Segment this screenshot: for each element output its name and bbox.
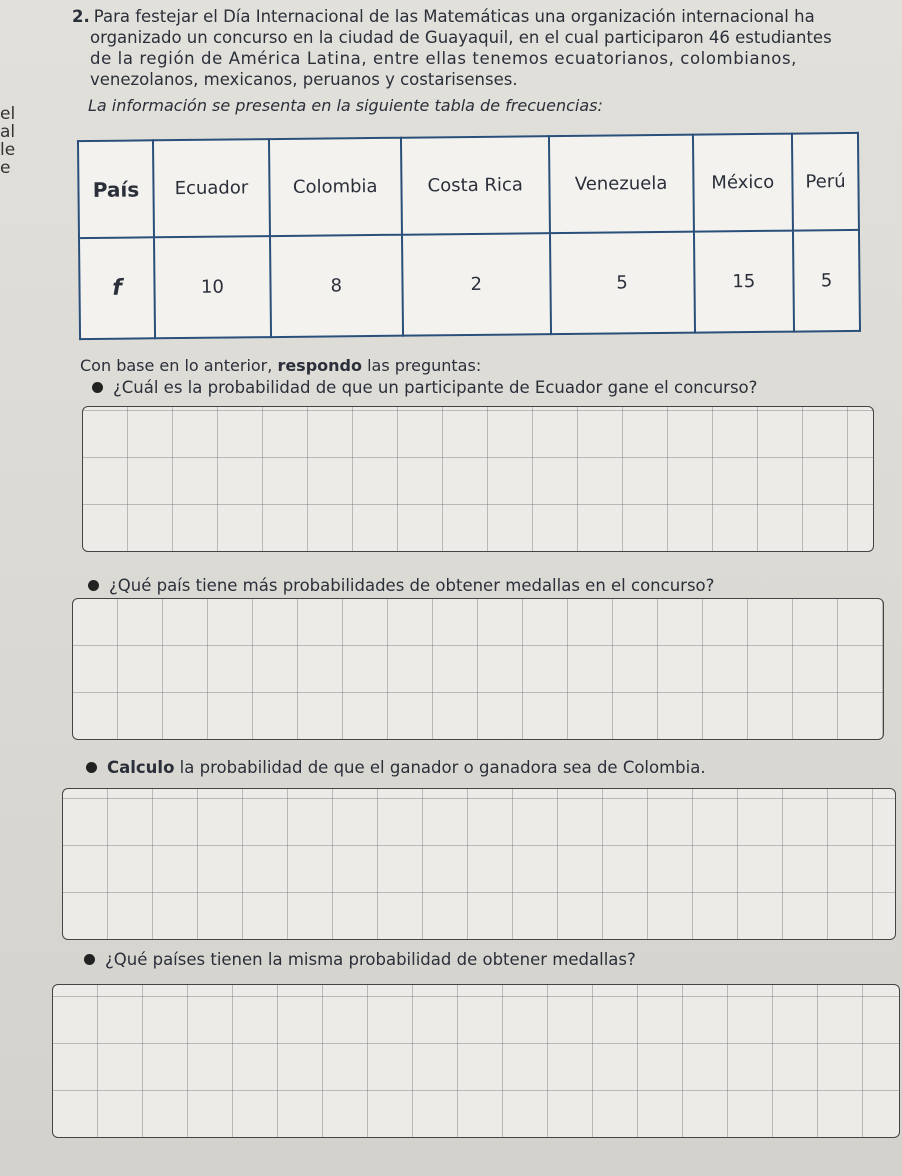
answer-box-4[interactable] [52, 984, 900, 1138]
bullet-icon [86, 762, 97, 773]
conclusion-bold: respondo [277, 356, 362, 375]
country-cell: Colombia [269, 138, 402, 237]
question-text: ¿Cuál es la probabilidad de que un participante de Ecuador gane el concurso? [113, 378, 758, 397]
country-cell: Costa Rica [401, 136, 550, 235]
table-row [78, 133, 859, 238]
bullet-icon [92, 382, 103, 393]
margin-fragment: al [0, 122, 16, 142]
frequency-table [77, 132, 861, 340]
bullet-icon [84, 954, 95, 965]
question-1 [92, 378, 757, 397]
question-bold: Calculo [107, 758, 175, 777]
answer-box-3[interactable] [62, 788, 896, 940]
problem-line: organizado un concurso en la ciudad de Guayaquil, en el cual participaron 46 estudiantes [90, 28, 832, 47]
freq-label-cell: f [79, 238, 155, 340]
margin-fragment: el [0, 104, 16, 124]
answer-box-2[interactable] [72, 598, 884, 740]
margin-fragment: le [0, 140, 16, 160]
freq-cell: 15 [693, 231, 794, 333]
bullet-icon [88, 580, 99, 591]
freq-cell: 2 [402, 233, 551, 335]
conclusion-line [80, 356, 481, 375]
margin-fragment: e [0, 158, 11, 178]
freq-cell: 8 [270, 235, 403, 337]
problem-statement [72, 6, 872, 90]
question-text: ¿Qué países tienen la misma probabilidad de obtener medallas? [105, 950, 636, 969]
question-text: la probabilidad de que el ganador o ganadora sea de Colombia. [174, 758, 706, 777]
country-cell: México [692, 134, 793, 232]
conclusion-suffix: las preguntas: [361, 356, 482, 375]
question-4 [84, 950, 636, 969]
freq-cell: 5 [793, 230, 860, 331]
conclusion-prefix: Con base en lo anterior, [80, 356, 278, 375]
table-row [79, 230, 860, 339]
country-cell: Venezuela [549, 135, 694, 234]
problem-number: 2. [72, 7, 90, 26]
header-cell: País [78, 140, 154, 238]
country-cell: Perú [792, 133, 859, 231]
problem-line: venezolanos, mexicanos, peruanos y costarisenses. [90, 70, 518, 89]
problem-line: Para festejar el Día Internacional de las Matemáticas una organización internacional ha [93, 7, 815, 26]
question-text: ¿Qué país tiene más probabilidades de obtener medallas en el concurso? [109, 576, 715, 595]
freq-cell: 5 [550, 232, 695, 334]
freq-cell: 10 [154, 236, 271, 338]
table-intro: La información se presenta en la siguiente tabla de frecuencias: [88, 96, 603, 115]
question-2 [88, 576, 714, 595]
problem-line: de la región de América Latina, entre ellas tenemos ecuatorianos, colombianos, [90, 49, 797, 68]
answer-box-1[interactable] [82, 406, 874, 552]
country-cell: Ecuador [153, 139, 270, 237]
question-3 [86, 758, 706, 777]
